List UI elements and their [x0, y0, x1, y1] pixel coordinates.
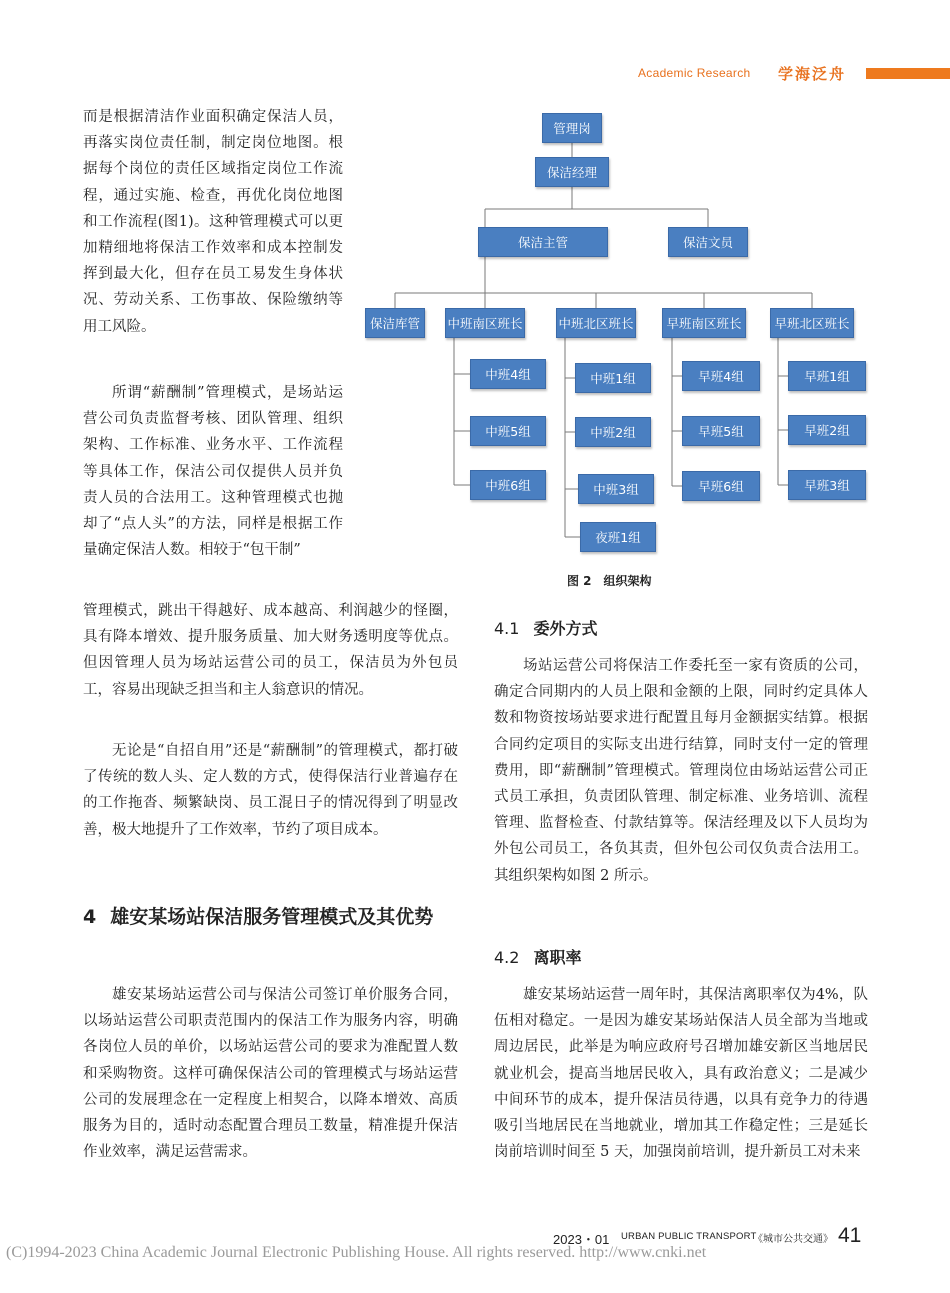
org-node-lead-zao-bei: 早班北区班长 — [770, 308, 854, 338]
org-node-group: 中班6组 — [470, 470, 546, 500]
journal-section-cn: 学海泛舟 — [778, 65, 847, 83]
figure-caption — [567, 572, 664, 589]
issue-number: 2023・01 — [553, 1232, 610, 1247]
section-number: 4 — [83, 906, 97, 928]
page-header — [0, 64, 950, 86]
org-node-group: 早班3组 — [788, 470, 866, 500]
cnki-watermark: (C)1994-2023 China Academic Journal Electronic Publishing House. All rights reserved. http://www.cnki.net — [6, 1244, 707, 1261]
paragraph-2a: 所谓“薪酬制”管理模式，是场站运营公司负责监督考核、团队管理、组织架构、工作标准、业务水平、工作流程等具体工作，保洁公司仅提供人员并负责人员的合法用工。这种管理模式也抛却了“点人头”的方法，同样是根据工作量确定保洁人数。相较于“包干制” — [83, 385, 343, 559]
org-node-group: 早班1组 — [788, 361, 866, 391]
org-node-group: 早班5组 — [682, 416, 760, 446]
figure-number: 图 2 — [567, 574, 592, 588]
subsection-title: 委外方式 — [533, 619, 598, 638]
figure-title: 组织架构 — [603, 574, 652, 588]
org-node-group: 早班6组 — [682, 471, 760, 501]
paragraph-4-2: 雄安某场站运营一周年时，其保洁离职率仅为4%，队伍相对稳定。一是因为雄安某场站保洁人员全部为当地或周边居民，此举是为响应政府号召增加雄安新区当地居民就业机会，提高当地居民收入，具有政治意义；二是减少中间环节的成本，提升保洁员待遇，以具有竞争力的待遇吸引当地居民在当地就业，增加其工作稳定性；三是延长岗前培训时间至 5 天，加强岗前培训，提升新员工对未来 — [494, 987, 868, 1161]
section-heading-4 — [83, 903, 463, 932]
subsection-title: 离职率 — [533, 948, 582, 967]
org-node-group: 早班4组 — [682, 361, 760, 391]
footer-journal-en: URBAN PUBLIC TRANSPORT — [621, 1231, 757, 1242]
org-node-clerk: 保洁文员 — [668, 227, 748, 257]
paragraph-4: 雄安某场站运营公司与保洁公司签订单价服务合同，以场站运营公司职责范围内的保洁工作为服务内容，明确各岗位人员的单价，以场站运营公司的要求为准配置人数和采购物资。这样可确保保洁公司的管理模式与场站运营公司的发展理念在一定程度上相契合，以降本增效、高质服务为目的，适时动态配置合理员工数量，精准提升保洁作业效率，满足运营需求。 — [83, 987, 458, 1161]
org-chart — [360, 105, 880, 555]
paragraph-2b: 管理模式，跳出干得越好、成本越高、利润越少的怪圈，具有降本增效、提升服务质量、加大财务透明度等优点。但因管理人员为场站运营公司的员工，保洁员为外包员工，容易出现缺乏担当和主人翁意识的情况。 — [83, 603, 458, 698]
org-node-group: 中班4组 — [470, 359, 546, 389]
org-node-group: 中班3组 — [578, 474, 654, 504]
subsection-number: 4.2 — [494, 948, 520, 967]
subsection-number: 4.1 — [494, 619, 520, 638]
org-node-group: 中班1组 — [575, 363, 651, 393]
footer-journal-cn: 《城市公共交通》 — [753, 1234, 833, 1245]
org-node-supervisor: 保洁主管 — [478, 227, 608, 257]
org-node-group: 中班5组 — [470, 416, 546, 446]
org-node-group: 中班2组 — [575, 417, 651, 447]
journal-section-en: Academic Research — [638, 66, 751, 80]
org-node-group: 早班2组 — [788, 415, 866, 445]
org-node-lead-zhong-bei: 中班北区班长 — [556, 308, 636, 338]
org-node-root: 管理岗 — [542, 113, 602, 143]
paragraph-3: 无论是“自招自用”还是“薪酬制”的管理模式，都打破了传统的数人头、定人数的方式，使得保洁行业普遍存在的工作拖沓、频繁缺岗、员工混日子的情况得到了明显改善，极大地提升了工作效率，节约了项目成本。 — [83, 743, 458, 838]
section-heading-4-2 — [494, 945, 581, 968]
org-node-lead-zhong-nan: 中班南区班长 — [445, 308, 525, 338]
paragraph-4-1: 场站运营公司将保洁工作委托至一家有资质的公司，确定合同期内的人员上限和金额的上限，同时约定具体人数和物资按场站要求进行配置且每月金额据实结算。根据合同约定项目的实际支出进行结算，同时支付一定的管理费用，即“薪酬制”管理模式。管理岗位由场站运营公司正式员工承担，负责团队管理、制定标准、业务培训、流程管理、监督检查、付款结算等。保洁经理及以下人员均为外包公司员工，各负其责，但外包公司仅负责合法用工。其组织架构如图 2 所示。 — [494, 658, 868, 884]
header-accent-bar — [866, 68, 950, 79]
paragraph-1: 而是根据清洁作业面积确定保洁人员，再落实岗位责任制，制定岗位地图。根据每个岗位的责任区域指定岗位工作流程，通过实施、检查，再优化岗位地图和工作流程(图1)。这种管理模式可以更加精细地将保洁工作效率和成本控制发挥到最大化，但存在员工易发生身体状况、劳动关系、工伤事故、保险缴纳等用工风险。 — [83, 109, 343, 335]
org-node-manager: 保洁经理 — [535, 157, 609, 187]
section-title: 雄安某场站保洁服务管理模式及其优势 — [110, 906, 434, 928]
org-node-storekeeper: 保洁库管 — [365, 308, 425, 338]
org-node-group: 夜班1组 — [580, 522, 656, 552]
org-node-lead-zao-nan: 早班南区班长 — [662, 308, 746, 338]
section-heading-4-1 — [494, 616, 597, 639]
page-number: 41 — [838, 1224, 862, 1247]
